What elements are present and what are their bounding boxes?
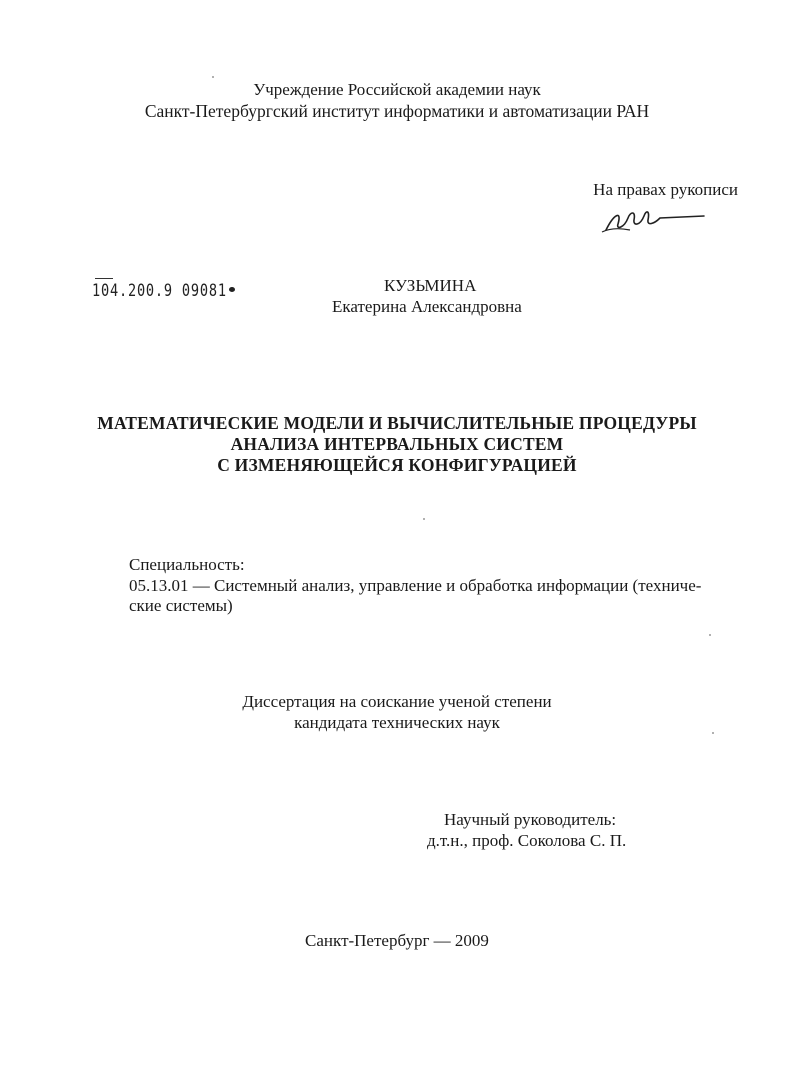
advisor-name: д.т.н., проф. Соколова С. П. — [427, 831, 627, 850]
stamp-dot — [229, 287, 235, 292]
thesis-title-line-2: АНАЛИЗА ИНТЕРВАЛЬНЫХ СИСТЕМ — [230, 434, 564, 454]
specialty-line-1: 05.13.01 — Системный анализ, управление и обработка информации (техниче- — [129, 576, 702, 595]
archive-stamp: 104.200.9 09081 — [92, 281, 227, 301]
signature — [600, 204, 710, 236]
thesis-title-line-3: С ИЗМЕНЯЮЩЕЙСЯ КОНФИГУРАЦИЕЙ — [217, 455, 577, 475]
stamp-mark — [95, 278, 113, 279]
scan-speck — [709, 634, 711, 636]
specialty-label: Специальность: — [129, 555, 245, 574]
thesis-title-line-1: МАТЕМАТИЧЕСКИЕ МОДЕЛИ И ВЫЧИСЛИТЕЛЬНЫЕ ПРОЦЕДУРЫ — [97, 413, 697, 433]
advisor-label: Научный руководитель: — [444, 810, 617, 829]
scan-speck — [712, 732, 714, 734]
organization-line-2: Санкт-Петербургский институт информатики и автоматизации РАН — [144, 101, 650, 121]
organization-line-1: Учреждение Российской академии наук — [253, 80, 541, 99]
degree-line-2: кандидата технических наук — [294, 713, 500, 732]
manuscript-rights-label: На правах рукописи — [593, 180, 738, 199]
scan-speck — [212, 76, 214, 78]
scan-speck — [423, 518, 425, 520]
author-name: Екатерина Александровна — [332, 297, 522, 316]
degree-line-1: Диссертация на соискание ученой степени — [242, 692, 552, 711]
author-surname: КУЗЬМИНА — [384, 276, 477, 295]
city-year: Санкт-Петербург — 2009 — [305, 931, 489, 950]
specialty-line-2: ские системы) — [129, 596, 233, 615]
